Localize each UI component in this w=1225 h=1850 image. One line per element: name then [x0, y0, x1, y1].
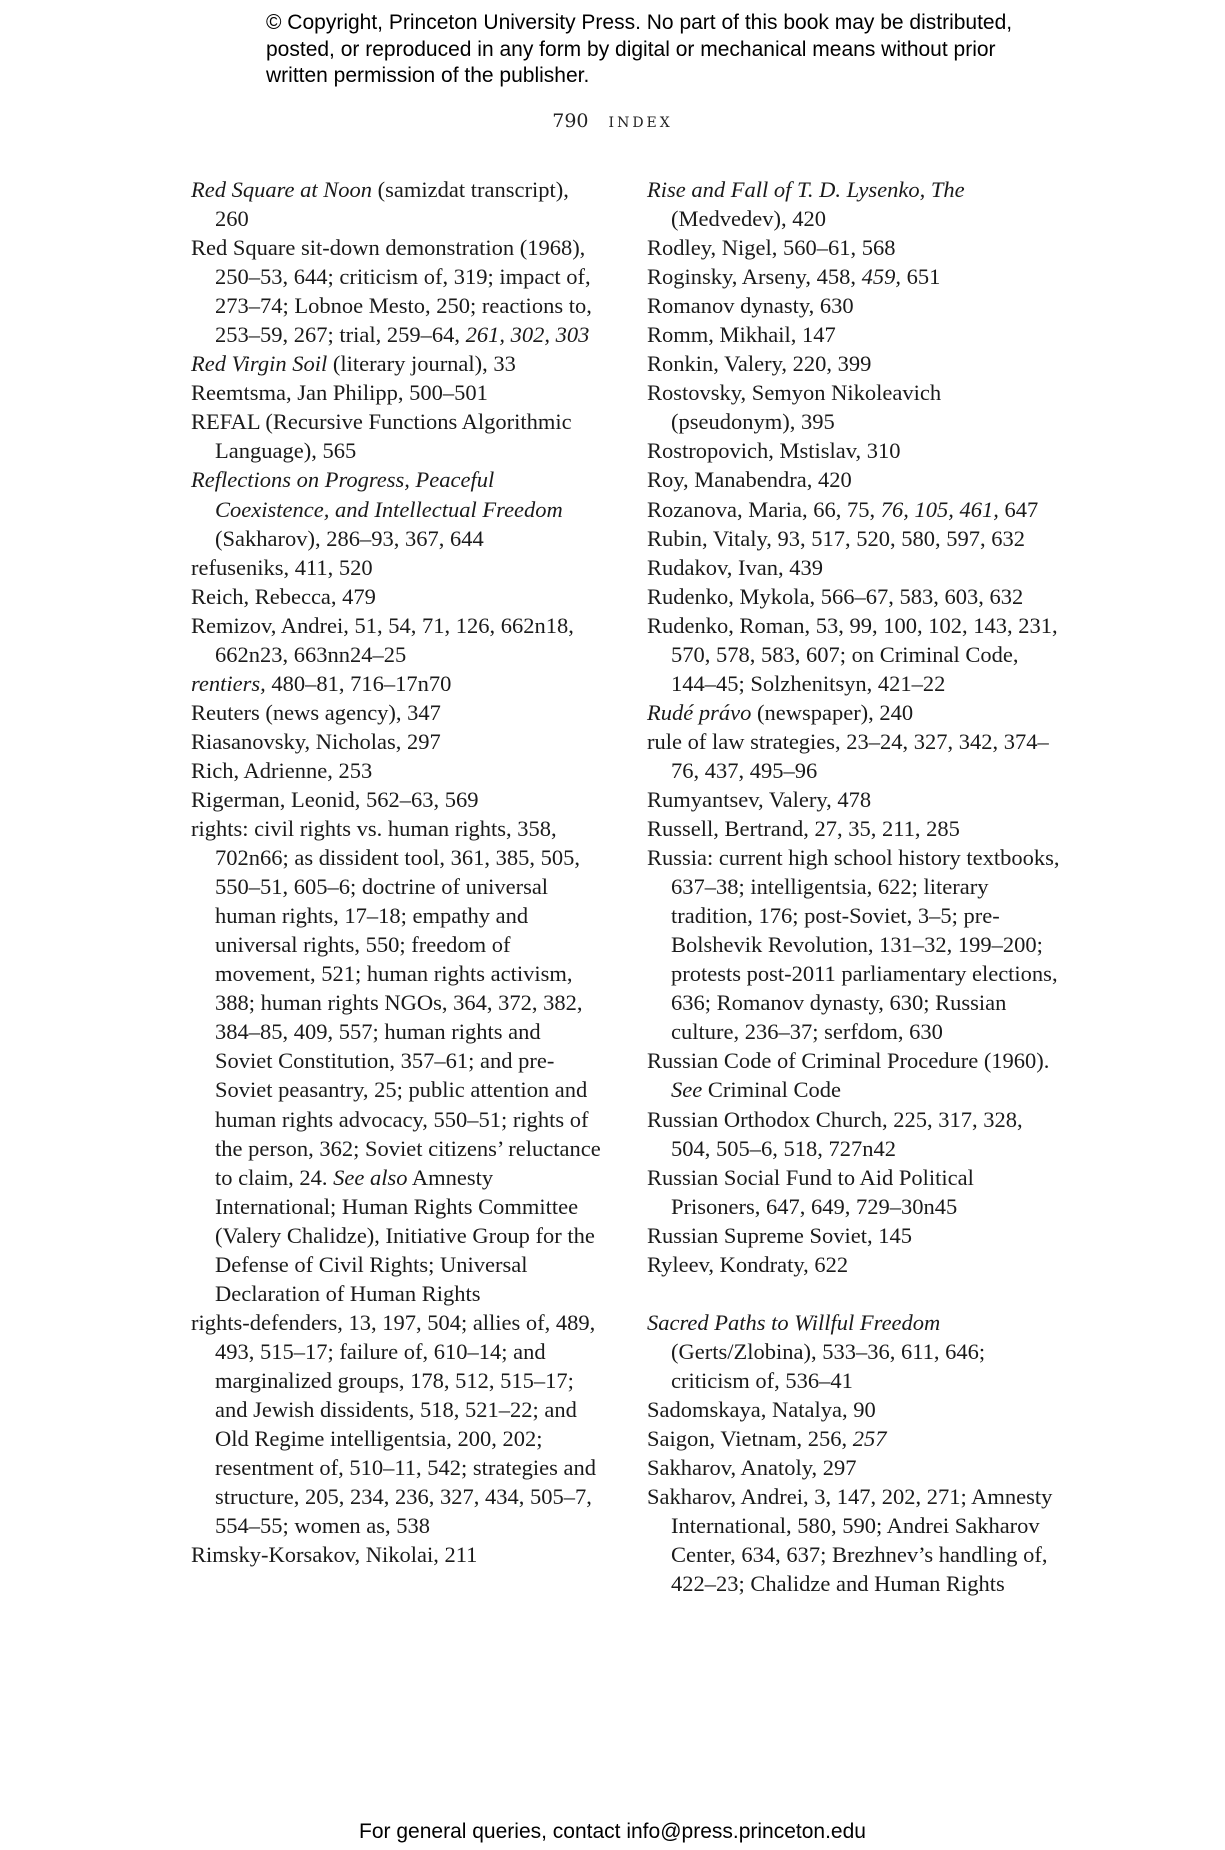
index-entry — [191, 349, 603, 378]
index-entry — [191, 582, 603, 611]
index-entry-text: Russia: current high school history textbooks, 637–38; intelligentsia, 622; literary tradition, 176; post-Soviet, 3–5; pre-Bolshevik Revolution, 131–32, 199–200; protests post-2011 parliamentary elections, 636; Romanov dynasty, 630; Russian culture, 236–37; serfdom, 630 — [647, 845, 1060, 1045]
copyright-notice: © Copyright, Princeton University Press. No part of this book may be distributed, posted, or reproduced in any form by digital or mechanical means without prior written permission of the publisher. — [266, 11, 1013, 87]
index-entry-text: (newspaper), 240 — [751, 699, 914, 725]
index-entry-italic: Sacred Paths to Willful Freedom — [647, 1309, 941, 1335]
index-entry-text: Rozanova, Maria, 66, 75, — [647, 496, 881, 522]
index-entry-text: Red Square sit-down demonstration (1968), 250–53, 644; criticism of, 319; impact of, 273–74; Lobnoe Mesto, 250; reactions to, 253–59, 267; trial, 259–64, — [191, 235, 592, 348]
index-entry-text: rule of law strategies, 23–24, 327, 342, 374–76, 437, 495–96 — [647, 728, 1049, 783]
index-entry-text: Reuters (news agency), 347 — [191, 699, 441, 725]
index-entry — [191, 669, 603, 698]
index-entry-text: Ryleev, Kondraty, 622 — [647, 1251, 849, 1277]
index-entry — [647, 843, 1063, 1046]
index-entry-text: Rigerman, Leonid, 562–63, 569 — [191, 786, 479, 812]
page-number: 790 — [552, 110, 589, 132]
index-entry — [647, 291, 1063, 320]
index-entry-text: REFAL (Recursive Functions Algorithmic Language), 565 — [191, 409, 572, 464]
index-entry-text: Sakharov, Andrei, 3, 147, 202, 271; Amnesty International, 580, 590; Andrei Sakharov Center, 634, 637; Brezhnev’s handling of, 422–23; Chalidze and Human Rights — [647, 1484, 1053, 1597]
index-entry — [191, 378, 603, 407]
index-entry-text: Remizov, Andrei, 51, 54, 71, 126, 662n18, 662n23, 663nn24–25 — [191, 612, 574, 667]
index-entry — [647, 611, 1063, 698]
index-entry-text: Roginsky, Arseny, 458, — [647, 264, 862, 290]
index-entry — [191, 233, 603, 349]
index-entry-italic: Rise and Fall of T. D. Lysenko, The — [647, 177, 965, 202]
index-entry-text: Rimsky-Korsakov, Nikolai, 211 — [191, 1542, 478, 1568]
running-head-title: index — [608, 108, 673, 132]
index-entry — [647, 1221, 1063, 1250]
index-entry — [191, 553, 603, 582]
index-entry-text: Rostovsky, Semyon Nikoleavich (pseudonym), 395 — [647, 380, 942, 435]
index-entry-text: Rubin, Vitaly, 93, 517, 520, 580, 597, 632 — [647, 525, 1026, 551]
index-entry-text: 647 — [998, 496, 1039, 522]
index-entry — [647, 465, 1063, 494]
index-entry-text: Rudenko, Mykola, 566–67, 583, 603, 632 — [647, 583, 1024, 609]
index-entry — [647, 1163, 1063, 1221]
index-entry-italic: Rudé právo — [647, 699, 752, 725]
index-entry — [647, 814, 1063, 843]
index-entry-text: Rudenko, Roman, 53, 99, 100, 102, 143, 231, 570, 578, 583, 607; on Criminal Code, 144–45; Solzhenitsyn, 421–22 — [647, 612, 1058, 696]
index-entry — [647, 553, 1063, 582]
index-entry-text: rights: civil rights vs. human rights, 358, 702n66; as dissident tool, 361, 385, 505, 550–51, 605–6; doctrine of universal human rights, 17–18; empathy and universal rights, 550; freedom of movement, 521; human rights activism, 388; human rights NGOs, 364, 372, 382, 384–85, 409, 557; human rights and Soviet Constitution, 357–61; and pre-Soviet peasantry, 25; public attention and human rights advocacy, 550–51; rights of the person, 362; Soviet citizens’ reluctance to claim, 24. — [191, 816, 601, 1190]
index-entry-text: (samizdat transcript), 260 — [215, 177, 569, 232]
index-entry — [647, 698, 1063, 727]
running-head — [0, 108, 1225, 132]
index-entry — [647, 727, 1063, 785]
index-entry-text: (literary journal), 33 — [327, 351, 516, 377]
index-entry — [647, 524, 1063, 553]
index-entry-text: Russian Orthodox Church, 225, 317, 328, 504, 505–6, 518, 727n42 — [647, 1106, 1023, 1161]
index-entry — [191, 727, 603, 756]
index-entry-text: Russian Supreme Soviet, 145 — [647, 1222, 912, 1248]
index-entry-text: Russian Code of Criminal Procedure (1960). — [647, 1048, 1050, 1074]
index-entry-italic: Reflections on Progress, Peaceful Coexistence, and Intellectual Freedom — [191, 467, 563, 522]
index-entry-text: Russell, Bertrand, 27, 35, 211, 285 — [647, 816, 960, 842]
index-entry-text: Amnesty International; Human Rights Committee (Valery Chalidze), Initiative Group for the Defense of Civil Rights; Universal Declaration of Human Rights — [215, 1164, 595, 1306]
index-entry — [647, 349, 1063, 378]
index-entry — [191, 756, 603, 785]
index-entry-text: (Sakharov), 286–93, 367, 644 — [215, 525, 484, 551]
index-entry — [191, 1540, 603, 1569]
index-entry-text: (Gerts/Zlobina), 533–36, 611, 646; criticism of, 536–41 — [671, 1338, 986, 1393]
index-entry-text: Sakharov, Anatoly, 297 — [647, 1455, 857, 1481]
index-entry-text: refuseniks, 411, 520 — [191, 554, 373, 580]
index-entry-text: Rudakov, Ivan, 439 — [647, 554, 824, 580]
index-entry-italic: See — [671, 1077, 703, 1103]
index-entry — [647, 378, 1063, 436]
index-entry-text: rights-defenders, 13, 197, 504; allies of, 489, 493, 515–17; failure of, 610–14; and marginalized groups, 178, 512, 515–17; and Jewish dissidents, 518, 521–22; and Old Regime intelligentsia, 200, 202; resentment of, 510–11, 542; strategies and structure, 205, 234, 236, 327, 434, 505–7, 554–55; women as, 538 — [191, 1309, 596, 1539]
index-entry-text: 651 — [900, 264, 941, 290]
index-entry — [191, 814, 603, 1308]
index-entry-text: Saigon, Vietnam, 256, — [647, 1425, 853, 1451]
index-entry — [647, 1250, 1063, 1279]
index-entry — [647, 1395, 1063, 1424]
index-entry — [647, 582, 1063, 611]
index-entry-text: Roy, Manabendra, 420 — [647, 467, 852, 493]
index-entry — [191, 1308, 603, 1540]
index-entry-italic: See also — [333, 1164, 408, 1190]
index-entry — [191, 465, 603, 552]
index-entry-italic: 257 — [852, 1425, 887, 1451]
index-entry-text: Sadomskaya, Natalya, 90 — [647, 1396, 876, 1422]
index-entry-italic: 76, 105, 461, — [880, 496, 999, 522]
index-entry — [647, 1424, 1063, 1453]
index-entry-italic: 459, — [861, 264, 901, 290]
index-entry — [647, 320, 1063, 349]
index-entry — [191, 175, 603, 233]
index-entry-italic: Red Square at Noon — [191, 177, 373, 202]
index-entry — [647, 1105, 1063, 1163]
index-column-right — [647, 175, 1063, 1598]
index-entry-text: Criminal Code — [702, 1077, 841, 1103]
index-entry — [647, 175, 1063, 233]
index-entry-text: (Medvedev), 420 — [671, 206, 826, 232]
footer-contact: For general queries, contact info@press.princeton.edu — [359, 1820, 866, 1843]
index-entry-italic: Red Virgin Soil — [191, 351, 328, 377]
index-column-left — [191, 175, 603, 1569]
index-entry — [647, 436, 1063, 465]
index-entry — [191, 785, 603, 814]
index-entry-text: Romm, Mikhail, 147 — [647, 322, 836, 348]
index-entry — [191, 407, 603, 465]
index-entry — [191, 611, 603, 669]
index-entry-text: Rostropovich, Mstislav, 310 — [647, 438, 901, 464]
index-entry-text: Rodley, Nigel, 560–61, 568 — [647, 235, 896, 261]
index-entry-italic: 261, 302, 303 — [465, 322, 590, 348]
index-entry — [647, 495, 1063, 524]
index-entry-text: Rich, Adrienne, 253 — [191, 757, 373, 783]
index-entry — [191, 698, 603, 727]
index-entry-text: Romanov dynasty, 630 — [647, 293, 854, 319]
index-entry-italic: rentiers, — [191, 670, 266, 696]
index-entry-text: 480–81, 716–17n70 — [265, 670, 452, 696]
index-entry — [647, 785, 1063, 814]
index-entry — [647, 1308, 1063, 1395]
index-entry — [647, 262, 1063, 291]
index-entry — [647, 1046, 1063, 1104]
index-entry-text: Rumyantsev, Valery, 478 — [647, 786, 872, 812]
index-entry-text: Reich, Rebecca, 479 — [191, 583, 376, 609]
index-entry — [647, 233, 1063, 262]
index-entry-text: Russian Social Fund to Aid Political Prisoners, 647, 649, 729–30n45 — [647, 1164, 974, 1219]
index-entry — [647, 1453, 1063, 1482]
index-entry-text: Riasanovsky, Nicholas, 297 — [191, 728, 441, 754]
index-entry — [647, 1482, 1063, 1598]
index-entry-text: Ronkin, Valery, 220, 399 — [647, 351, 872, 377]
index-entry-text: Reemtsma, Jan Philipp, 500–501 — [191, 380, 488, 406]
